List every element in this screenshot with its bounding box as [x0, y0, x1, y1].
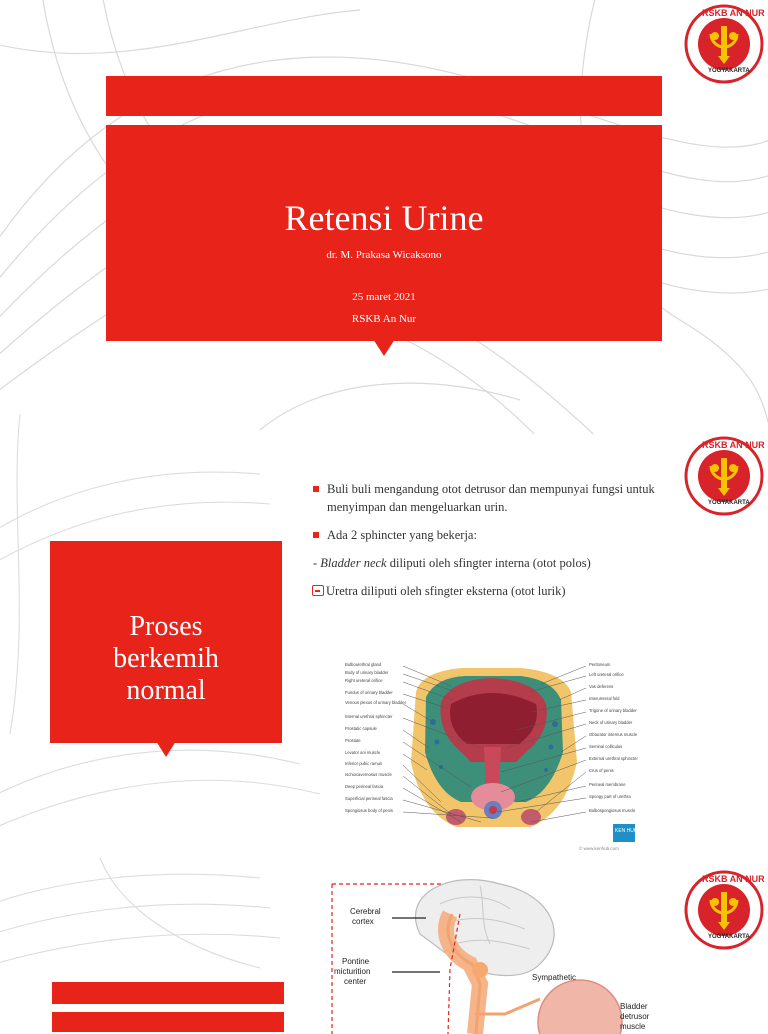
figure-label-right: Spongy part of urethra	[589, 794, 631, 799]
arrow-box-icon	[312, 585, 324, 596]
micturition-pathway-figure	[330, 874, 680, 1034]
title-panel	[106, 125, 662, 341]
panel-pointer	[156, 741, 176, 757]
content-text	[313, 480, 673, 606]
kenhub-badge-text: KEN HUB	[615, 828, 638, 834]
logo-text-top: RSKB AN NUR	[702, 8, 765, 18]
slide-title-text: Retensi Urine	[284, 198, 484, 238]
bullet-item	[313, 526, 673, 544]
figure-label-right: External urethral sphincter	[589, 756, 638, 761]
section-panel	[50, 541, 282, 743]
sphincter-line-text: Uretra diliputi oleh sfingter eksterna (otot lurik)	[326, 584, 566, 598]
sphincter-line-rest: diliputi oleh sfingter interna (otot polos)	[386, 556, 591, 570]
figure-label-right: Left ureteral orifice	[589, 672, 624, 677]
sympathetic-label: Sympathetic	[532, 973, 577, 982]
label-line: Pontine	[342, 957, 370, 966]
bullet-item	[313, 480, 673, 516]
figure-label-right: Neck of urinary bladder	[589, 720, 633, 725]
figure-label-left: Internal urethral sphincter	[345, 714, 393, 719]
figure-label-right: Obturator internus muscle	[589, 732, 638, 737]
place-text: RSKB An Nur	[351, 313, 417, 325]
slide-proses-berkemih	[0, 434, 768, 862]
label-line: muscle	[620, 1022, 646, 1031]
label-line: detrusor	[620, 1012, 650, 1021]
label-line: Cerebral	[350, 907, 381, 916]
figure-label-left: Deep perineal fascia	[345, 784, 384, 789]
slide-title	[0, 0, 768, 426]
logo-text-bottom: YOGYAKARTA	[708, 934, 750, 940]
figure-label-left: Fundus of urinary bladder	[345, 690, 393, 695]
figure-label-left: Ischiocavernosus muscle	[345, 772, 392, 777]
figure-label-left: Bulbourethral gland	[345, 662, 382, 667]
figure-label-left: Body of urinary bladder	[345, 670, 389, 675]
figure-label-right: Crus of penis	[589, 768, 614, 773]
label-line: Bladder	[620, 1002, 648, 1011]
figure-label-left: Venous plexus of urinary bladder	[345, 700, 406, 705]
figure-label-right: Trigone of urinary bladder	[589, 708, 637, 713]
sphincter-line	[313, 554, 673, 572]
figure-label-right: Vas deferens	[589, 684, 614, 689]
figure-label-left: Superficial perineal fascia	[345, 796, 393, 801]
header-bar	[106, 76, 662, 116]
figure-label-right: Peritoneum	[589, 662, 611, 667]
slide-micturition-pathway	[0, 868, 768, 1031]
section-title-line: normal	[126, 675, 206, 706]
figure-label-right: Bulbospongiosus muscle	[589, 808, 636, 813]
bullet-square-icon	[313, 532, 319, 538]
panel-pointer	[373, 339, 395, 356]
section-title-line: Proses	[129, 611, 203, 642]
bladder-anatomy-figure	[341, 652, 646, 862]
figure-label-left: Prostate	[345, 738, 361, 743]
figure-label-left: Levator ani muscle	[345, 750, 381, 755]
sphincter-line	[312, 582, 673, 600]
figure-label-left: Inferior pubic ramus	[345, 761, 383, 766]
figure-label-right: Interureteral fold	[589, 696, 620, 701]
logo-text-top: RSKB AN NUR	[702, 440, 765, 450]
label-line: micturition	[334, 967, 371, 976]
label-line: center	[344, 977, 367, 986]
label-line: cortex	[352, 917, 374, 926]
bullet-square-icon	[313, 486, 319, 492]
logo-text-bottom: YOGYAKARTA	[708, 500, 750, 506]
bullet-text: Buli buli mengandung otot detrusor dan mempunyai fungsi untuk menyimpan dan mengeluarkan urin.	[327, 482, 655, 514]
figure-label-right: Seminal colliculus	[589, 744, 623, 749]
bladder-neck-term: Bladder neck	[320, 556, 387, 570]
section-bar	[52, 982, 284, 1004]
figure-credit: © www.kenhub.com	[579, 846, 619, 851]
dash-prefix: -	[313, 556, 321, 570]
logo-text-bottom: YOGYAKARTA	[708, 68, 750, 74]
figure-label-left: Right ureteral orifice	[345, 678, 383, 683]
date-text: 25 maret 2021	[352, 291, 416, 303]
figure-label-left: Spongiosus body of penis	[345, 808, 393, 813]
section-panel	[52, 1012, 284, 1032]
section-title	[50, 611, 282, 707]
figure-label-right: Perineal membrane	[589, 782, 626, 787]
author-text: dr. M. Prakasa Wicaksono	[326, 249, 442, 261]
logo-text-top: RSKB AN NUR	[702, 874, 765, 884]
figure-label-left: Prostatic capsule	[345, 726, 377, 731]
bullet-text: Ada 2 sphincter yang bekerja:	[327, 528, 477, 542]
section-title-line: berkemih	[113, 643, 219, 674]
